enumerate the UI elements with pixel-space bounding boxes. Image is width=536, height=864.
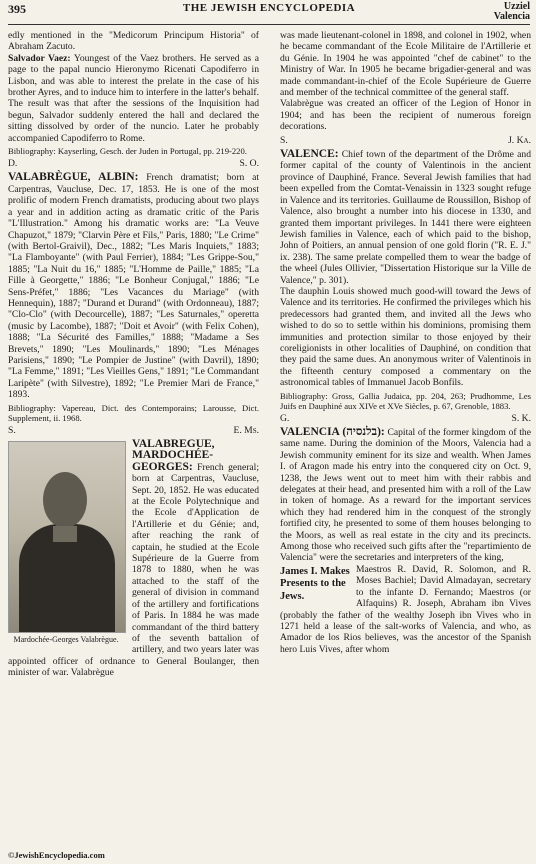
sig-author: S. O. [239, 158, 259, 170]
signature-line [8, 158, 259, 169]
entry-valence [280, 149, 531, 286]
running-head-last: Valencia [493, 11, 530, 22]
entry-valabregue-albin [8, 172, 259, 400]
marginal-sidehead: James I. Makes Presents to the Jews. [280, 565, 350, 602]
page-header [8, 2, 530, 28]
entry-text: Chief town of the department of the Drôme and former capital of the county of Valentinois in the ancient province of Dauphiné, France. Several Jewish families that had been expelled from the Comtat-Venaissin in 1323 sought refuge in Valence and its territories. Guillaume de Roussillon, Bishop of Valence, also brought a number into his diocese in 1330, and granted them important privileges. In 1441 there were eighteen Jewish families in Valence, each of which paid to the bishop, John of Poitiers, an annual pension of one gold florin ("R. E. J." ix. 238). The same prelate compelled them to wear the badge of the wheel (Jules Ollivier, "Dissertation Historique sur la Ville de Valence," p. 301). [280, 149, 531, 286]
entry-valencia-continued [280, 564, 531, 655]
continued-paragraph: was made lieutenant-colonel in 1898, and colonel in 1902, when he became commandant of the Ecole Militaire de l'Artillerie et du Génie. In 1904 he was appointed "chef de cabinet" to the Ministry of War. In 1905 he became brigadier-general and was made commandant-in-chief of the Ecole Supérieure de Guerre and member of the technical committee of the general staff. [280, 30, 531, 99]
sig-initial: G. [280, 412, 290, 424]
header-rule [8, 24, 530, 25]
paragraph: Maestros R. David, R. Solomon, and R. Moses Bachiel; David Almadayan, secretary to the infante D. Fernando; Maestros (or Alfaquins) R. Joseph, Abraham ibn Vives (probably the father of the wealthy Joseph ibn Vives who in 1271 held a lease of the salt-works of Valencia, and who, as Amador de los Rios believes, was the ancestor of the Spanish hero Luis Vives, after whom [280, 563, 531, 655]
entry-valabregue-mardochee [8, 439, 259, 679]
bibliography: Bibliography: Gross, Gallia Judaica, pp. 204, 263; Prudhomme, Les Juifs en Dauphiné aux XIVe et XVe Siècles, p. 67, Grenoble, 1883. [280, 390, 531, 411]
portrait-figure [8, 441, 124, 645]
signature-line [8, 425, 259, 436]
copyright-footer: ©JewishEncyclopedia.com [8, 850, 105, 860]
entry-text: French dramatist; born at Carpentras, Vaucluse, Dec. 17, 1853. He is one of the most prolific of modern French dramatists, producing about two plays a year and in addition acting as dramatic critic of the Paris "L'Illustration." Among his dramatic works are: "La Veuve Chapuzot," 1879; "Clarvin Père et Fils," Paris, 1880; "Le Crime" (with Bertol-Graivil), Dec., 1882; "Les Maris Inquiets," 1883; "La Flamboyante" (with Paul Ferrier), 1884; "Les Grippe-Sou," 1885; "La Nuit du 16," 1885; "L'Homme de Paille," 1885; "La Fille à Georgette," 1886; "Le Bonheur Conjugal," 1886; "Le Sens-Préfet," 1886; "Les Vacances du Mariage" (with Hennequin), 1887; "Durand et Durand" (with Ordonneau), 1887; "Clo-Clo" (with Decourcelle), 1887; "Les Saturnales," operetta (music by Lacombe), 1887; "Doit et Avoir" (with Felix Cohen), 1888; "La Sécurité des Familles," 1888; "Madame a Ses Brevets," 1890; "Les Moulinards," 1890; "Les Ménages Parisiens," 1890; "Le Pompier de Justine" (with Davril), 1890; "La Femme," 1891; "Les Vieilles Gens," 1891; "Le Commandant Laripète" (with Silvestre), 1892; "Le Premier Mari de France," 1893. [8, 172, 260, 401]
entry-text: Youngest of the Vaez brothers. He served as a page to the papal nuncio Hieronymo Ricenati Capodiferro in Lisbon, and was able to interest the prelate in the case of his brother Ayres, and to induce him to interfere in the latter's behalf. The result was that after the sessions of the Inquisition had begun, Salvador suddenly entered the hall and declared the sitting dissolved by order of the nuncio. Later he probably accompanied Capodiferro to Rome. [8, 52, 260, 144]
sig-initial: S. [8, 424, 16, 436]
page-number: 395 [8, 2, 26, 16]
bibliography: Bibliography: Kayserling, Gesch. der Juden in Portugal, pp. 219-220. [8, 146, 247, 157]
sig-author: J. Ka. [508, 134, 531, 146]
headword: VALABRÈGUE, ALBIN: [8, 171, 139, 184]
paragraph: The dauphin Louis showed much good-will toward the Jews of Valence and its territories. He confirmed the privileges which his predecessors had granted them, and invited all the Jews who wished to do so to settle within his dominions, promising them immunities and protection similar to those enjoyed by their coreligionists in other localities of Dauphiné, on condition that they paid the same dues. An anonymous writer of Valentinois in the fifteenth century composed a commentary on the astronomical tables of Immanuel Jacob Bonfils. [280, 285, 531, 389]
bibliography: Bibliography: Vapereau, Dict. des Contemporains; Larousse, Dict. Supplement, ii. 1968. [8, 402, 259, 423]
right-column [280, 30, 531, 655]
sig-author: E. Ms. [233, 424, 259, 436]
paragraph: Valabrègue was created an officer of the Legion of Honor in 1904; and has been the recipient of numerous foreign decorations. [280, 98, 531, 133]
headword: Salvador Vaez: [8, 52, 71, 64]
running-title: THE JEWISH ENCYCLOPEDIA [182, 2, 356, 14]
entry-text: French general; born at Carpentras, Vaucluse, Sept. 20, 1852. He was educated at the Ecole Polytechnique and the Ecole d'Application de l'Artillerie et du Génie; and, after reaching the rank of captain, he studied at the Ecole Supérieure de la Guerre from 1878 to 1880, when he was attached to the staff of the general of division in command of the artillery and fortifications of Paris. In 1884 he was made commandant of the third battery of the seventh battalion of artillery, and two years later was appointed officer of ordnance to General Boulanger, then minister of war. Valabrègue [8, 461, 259, 679]
continued-paragraph: edly mentioned in the "Medicorum Principum Historia" of Abraham Zacuto. [8, 30, 259, 53]
portrait-caption: Mardochée-Georges Valabrègue. [13, 635, 119, 644]
headword: VALABRÈGUE, MARDOCHÉE-GEORGES: [132, 439, 215, 473]
running-head-first: Uzziel [503, 1, 530, 12]
sig-initial: S. [280, 134, 288, 146]
headword: VALENCIA (בלנסיה): [280, 426, 385, 438]
signature-line [280, 413, 531, 424]
left-column [8, 30, 259, 679]
signature-line [280, 135, 531, 146]
entry-salvador-vaez [8, 53, 259, 144]
headword: VALENCE: [280, 148, 339, 161]
entry-text: Capital of the former kingdom of the same name. During the dominion of the Moors, Valencia had a Jewish community eminent for its size and wealth. When James I. of Aragon made his entry into the conquered city on Oct. 9, 1238, the Jews went out to meet him with their rabbis and delegates at their head, and presented him with a roll of the Law in token of homage. As a reward for the important services which they had rendered him in the conquest of the strongly fortified city, he presented to some of them houses belonging to the Moors, as well as real estate in the city and its precincts. Among those who received such gifts after the "repartimiento de Valencia" were the secretaries and interpreters of the king, [280, 427, 531, 564]
running-head [494, 2, 530, 22]
entry-valencia [280, 427, 531, 564]
portrait-image [8, 441, 126, 633]
sig-author: S. K. [511, 412, 531, 424]
sig-initial: D. [8, 158, 18, 170]
